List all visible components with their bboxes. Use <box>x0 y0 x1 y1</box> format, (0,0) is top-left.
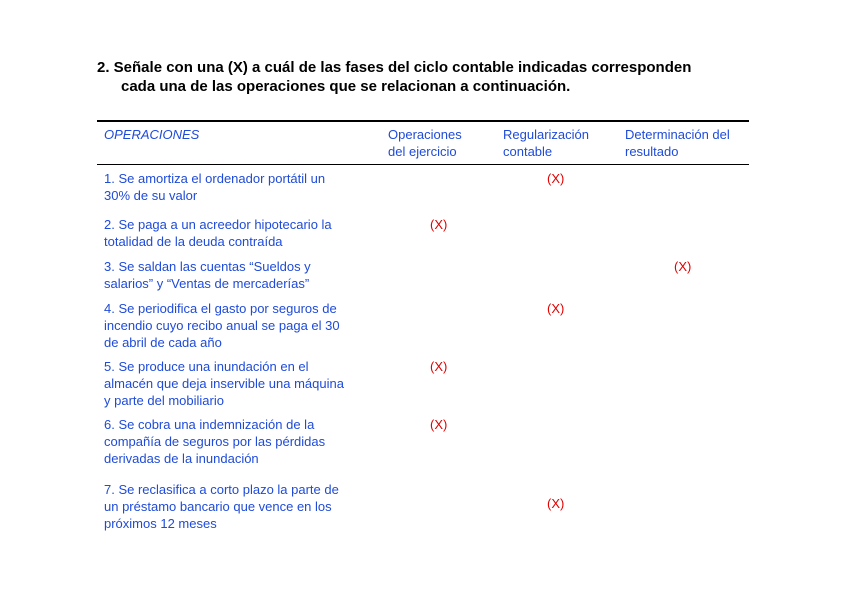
header-col2-line1: Regularización <box>503 127 589 142</box>
operation-text-line: 2. Se paga a un acreedor hipotecario la <box>104 217 332 232</box>
phase-mark-row-3: (X) <box>674 259 692 274</box>
phase-mark-row-4: (X) <box>547 301 565 316</box>
operation-text-line: 30% de su valor <box>104 188 198 203</box>
operation-text-line: 1. Se amortiza el ordenador portátil un <box>104 171 326 186</box>
question-line-2: cada una de las operaciones que se relacionan a continuación. <box>121 78 571 95</box>
operation-row-7 <box>104 481 374 532</box>
phase-mark-row-6: (X) <box>430 417 448 432</box>
phase-mark-row-1: (X) <box>547 171 565 186</box>
operation-text-line: 7. Se reclasifica a corto plazo la parte de <box>104 482 339 497</box>
phase-mark-row-5: (X) <box>430 359 448 374</box>
header-operaciones: OPERACIONES <box>104 127 200 142</box>
operation-text-line: totalidad de la deuda contraída <box>104 234 283 249</box>
operation-text-line: 5. Se produce una inundación en el <box>104 359 309 374</box>
operation-text-line: un préstamo bancario que vence en los <box>104 499 332 514</box>
operation-row-1 <box>104 170 374 204</box>
operation-text-line: 4. Se periodifica el gasto por seguros de <box>104 301 337 316</box>
operation-row-4 <box>104 300 374 351</box>
operation-text-line: 6. Se cobra una indemnización de la <box>104 417 315 432</box>
question-heading <box>97 58 787 96</box>
table-top-rule <box>97 120 749 122</box>
question-line-1: 2. Señale con una (X) a cuál de las fases del ciclo contable indicadas corresponden <box>97 59 692 76</box>
phase-mark-row-7: (X) <box>547 496 565 511</box>
operation-text-line: próximos 12 meses <box>104 516 217 531</box>
header-col2-line2: contable <box>503 144 553 159</box>
header-bottom-rule <box>97 164 749 165</box>
operation-row-2 <box>104 216 374 250</box>
operation-text-line: de abril de cada año <box>104 335 222 350</box>
header-regularizacion-contable <box>503 126 589 160</box>
operation-row-3 <box>104 258 374 292</box>
operation-text-line: compañía de seguros por las pérdidas <box>104 434 326 449</box>
header-operaciones-ejercicio <box>388 126 462 160</box>
header-determinacion-resultado <box>625 126 730 160</box>
operation-text-line: y parte del mobiliario <box>104 393 224 408</box>
phase-mark-row-2: (X) <box>430 217 448 232</box>
header-col1-line2: del ejercicio <box>388 144 457 159</box>
header-col3-line2: resultado <box>625 144 679 159</box>
operation-text-line: 3. Se saldan las cuentas “Sueldos y <box>104 259 311 274</box>
operation-text-line: salarios” y “Ventas de mercaderías” <box>104 276 310 291</box>
operation-row-5 <box>104 358 374 409</box>
header-col3-line1: Determinación del <box>625 127 730 142</box>
operation-text-line: incendio cuyo recibo anual se paga el 30 <box>104 318 340 333</box>
operation-text-line: derivadas de la inundación <box>104 451 259 466</box>
header-col1-line1: Operaciones <box>388 127 462 142</box>
operation-text-line: almacén que deja inservible una máquina <box>104 376 344 391</box>
operation-row-6 <box>104 416 374 467</box>
